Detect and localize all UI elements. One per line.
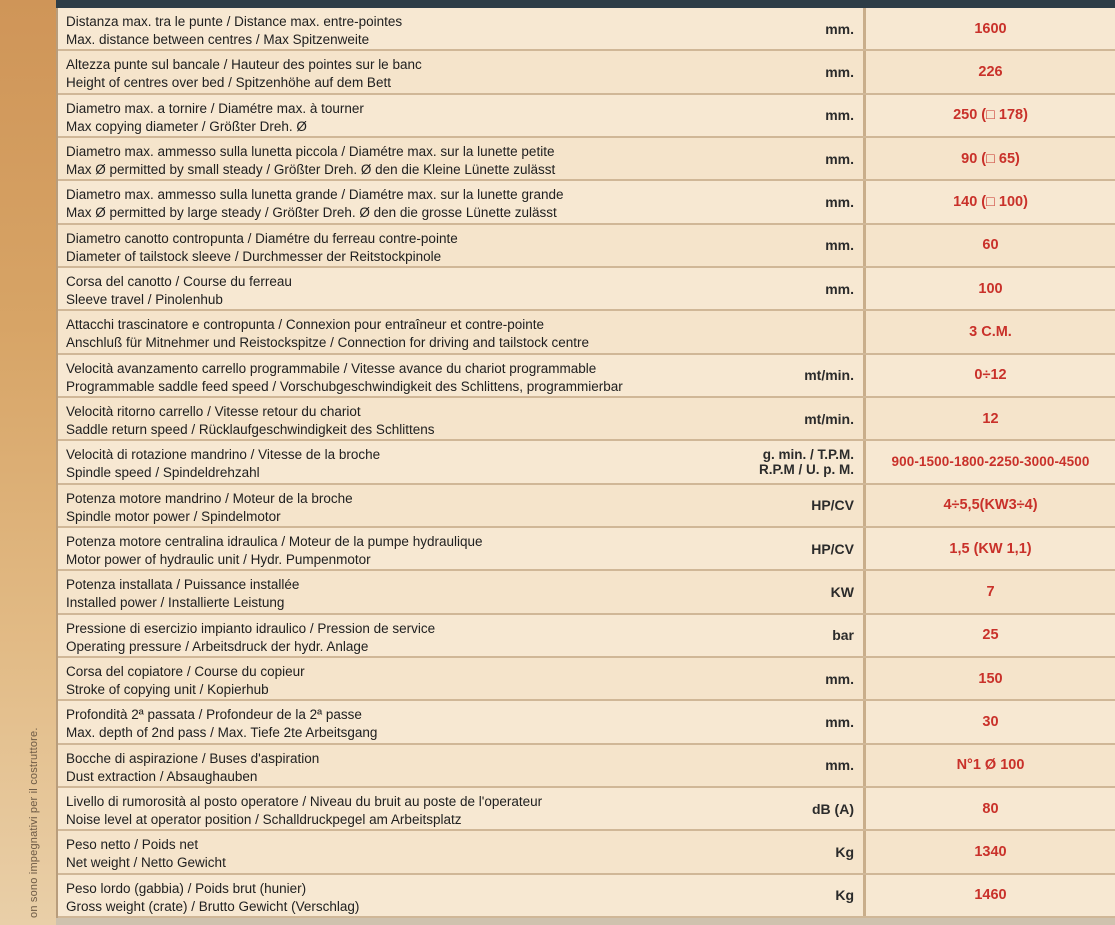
spec-description-line2: Spindle motor power / Spindelmotor — [66, 508, 281, 524]
spec-unit: mm. — [678, 225, 866, 266]
spec-row — [58, 701, 1115, 744]
spec-description-line1: Livello di rumorosità al posto operatore / Niveau du bruit au poste de l'operateur — [66, 793, 543, 809]
spec-description — [58, 311, 678, 352]
spec-description-line1: Potenza installata / Puissance installée — [66, 577, 300, 593]
spec-unit: mm. — [678, 95, 866, 136]
spec-value: 60 — [982, 237, 999, 254]
spec-unit: HP/CV — [678, 528, 866, 569]
spec-value: 100 — [978, 280, 1003, 297]
spec-description-line1: Bocche di aspirazione / Buses d'aspiration — [66, 750, 320, 766]
spec-row — [58, 875, 1115, 918]
spec-description — [58, 528, 678, 569]
spec-description — [58, 875, 678, 916]
spec-unit: HP/CV — [678, 485, 866, 526]
spec-row — [58, 95, 1115, 138]
spec-description-line2: Noise level at operator position / Schalldruckpegel am Arbeitsplatz — [66, 811, 462, 827]
spec-unit: bar — [678, 615, 866, 656]
spec-value: 250 (□ 178) — [953, 107, 1028, 124]
spec-description-line2: Spindle speed / Spindeldrehzahl — [66, 465, 260, 481]
spec-unit: Kg — [678, 831, 866, 872]
spec-description-line2: Max Ø permitted by large steady / Größter Dreh. Ø den die grosse Lünette zulässt — [66, 205, 557, 221]
spec-value: 12 — [982, 410, 999, 427]
spec-value: 1,5 (KW 1,1) — [949, 540, 1032, 557]
spec-description-line2: Installed power / Installierte Leistung — [66, 595, 285, 611]
spec-unit: mm. — [678, 8, 866, 49]
spec-value: 90 (□ 65) — [961, 150, 1020, 167]
spec-description — [58, 441, 678, 482]
spec-value: 140 (□ 100) — [953, 193, 1028, 210]
spec-unit: mm. — [678, 701, 866, 742]
spec-row — [58, 528, 1115, 571]
spec-description-line2: Max copying diameter / Größter Dreh. Ø — [66, 118, 307, 134]
spec-row — [58, 268, 1115, 311]
spec-value: 1340 — [974, 843, 1007, 860]
spec-description — [58, 658, 678, 699]
spec-description-line2: Gross weight (crate) / Brutto Gewicht (Verschlag) — [66, 898, 360, 914]
spec-row — [58, 485, 1115, 528]
spec-unit: mm. — [678, 658, 866, 699]
spec-unit: dB (A) — [678, 788, 866, 829]
spec-description — [58, 571, 678, 612]
spec-description-line2: Diameter of tailstock sleeve / Durchmesser der Reitstockpinole — [66, 248, 442, 264]
top-bar — [56, 0, 1115, 8]
spec-value: 226 — [978, 63, 1003, 80]
spec-description — [58, 268, 678, 309]
spec-unit — [678, 311, 866, 352]
spec-unit: mm. — [678, 138, 866, 179]
spec-description — [58, 831, 678, 872]
spec-row — [58, 615, 1115, 658]
spec-row — [58, 571, 1115, 614]
spec-description-line2: Programmable saddle feed speed / Vorschubgeschwindigkeit des Schlittens, programmierbar — [66, 378, 623, 394]
spec-description — [58, 138, 678, 179]
spec-row — [58, 51, 1115, 94]
spec-row — [58, 8, 1115, 51]
spec-description — [58, 398, 678, 439]
spec-value: N°1 Ø 100 — [956, 757, 1025, 774]
spec-description — [58, 615, 678, 656]
spec-description — [58, 701, 678, 742]
spec-description-line1: Diametro max. a tornire / Diamétre max. à tourner — [66, 100, 364, 116]
spec-unit-line: R.P.M / U. p. M. — [758, 461, 854, 477]
spec-row — [58, 311, 1115, 354]
spec-description-line1: Potenza motore mandrino / Moteur de la broche — [66, 490, 353, 506]
spec-value: 30 — [982, 713, 999, 730]
spec-unit — [678, 441, 866, 482]
spec-value: 1600 — [974, 20, 1007, 37]
spec-value: 3 C.M. — [969, 323, 1012, 340]
spec-description-line1: Velocità avanzamento carrello programmabile / Vitesse avance du chariot programmable — [66, 360, 597, 376]
spec-row — [58, 745, 1115, 788]
spec-description-line1: Velocità di rotazione mandrino / Vitesse de la broche — [66, 447, 381, 463]
spec-unit: mm. — [678, 268, 866, 309]
spec-description-line2: Dust extraction / Absaughauben — [66, 768, 258, 784]
spec-description — [58, 745, 678, 786]
spec-row — [58, 398, 1115, 441]
spec-row — [58, 441, 1115, 484]
spec-description-line1: Diametro max. ammesso sulla lunetta grande / Diamétre max. sur la lunette grande — [66, 187, 564, 203]
spec-unit: mm. — [678, 181, 866, 222]
spec-row — [58, 181, 1115, 224]
spec-description-line2: Net weight / Netto Gewicht — [66, 855, 226, 871]
spec-description-line2: Max. distance between centres / Max Spitzenweite — [66, 32, 370, 47]
spec-description-line1: Distanza max. tra le punte / Distance max. entre-pointes — [66, 14, 403, 29]
spec-description-line1: Altezza punte sul bancale / Hauteur des pointes sur le banc — [66, 57, 422, 73]
spec-description-line1: Velocità ritorno carrello / Vitesse retour du chariot — [66, 403, 361, 419]
spec-description-line1: Attacchi trascinatore e contropunta / Connexion pour entraîneur et contre-pointe — [66, 317, 545, 333]
spec-description-line1: Pressione di esercizio impianto idraulico / Pression de service — [66, 620, 436, 636]
spec-value: 7 — [986, 583, 995, 600]
bottom-edge — [56, 918, 1115, 925]
spec-description-line2: Height of centres over bed / Spitzenhöhe auf dem Bett — [66, 75, 391, 91]
spec-unit: mt/min. — [678, 398, 866, 439]
spec-description-line2: Anschluß für Mitnehmer und Reistockspitze / Connection for driving and tailstock centre — [66, 335, 589, 351]
spec-row — [58, 788, 1115, 831]
spec-description-line2: Max Ø permitted by small steady / Größter Dreh. Ø den die Kleine Lünette zulässt — [66, 161, 556, 177]
left-margin-strip — [0, 0, 56, 925]
spec-row — [58, 658, 1115, 701]
spec-unit: mm. — [678, 745, 866, 786]
spec-row — [58, 831, 1115, 874]
spec-description — [58, 95, 678, 136]
spec-description-line1: Diametro max. ammesso sulla lunetta piccola / Diamétre max. sur la lunette petite — [66, 143, 555, 159]
side-note: on sono impegnativi per il costruttore. — [28, 727, 40, 918]
spec-description — [58, 51, 678, 92]
spec-description-line1: Corsa del copiatore / Course du copieur — [66, 663, 305, 679]
spec-value: 80 — [982, 800, 999, 817]
spec-description-line2: Operating pressure / Arbeitsdruck der hydr. Anlage — [66, 638, 369, 654]
spec-unit: Kg — [678, 875, 866, 916]
spec-value: 150 — [978, 670, 1003, 687]
spec-unit: mt/min. — [678, 355, 866, 396]
spec-description-line2: Max. depth of 2nd pass / Max. Tiefe 2te Arbeitsgang — [66, 725, 378, 741]
spec-description-line1: Corsa del canotto / Course du ferreau — [66, 273, 292, 289]
spec-value: 900-1500-1800-2250-3000-4500 — [891, 454, 1090, 470]
spec-value: 4÷5,5(KW3÷4) — [943, 497, 1038, 514]
spec-description-line2: Saddle return speed / Rücklaufgeschwindigkeit des Schlittens — [66, 421, 435, 437]
spec-description — [58, 355, 678, 396]
spec-description-line1: Diametro canotto contropunta / Diamétre du ferreau contre-pointe — [66, 230, 458, 246]
spec-row — [58, 355, 1115, 398]
spec-description — [58, 788, 678, 829]
spec-description-line2: Motor power of hydraulic unit / Hydr. Pumpenmotor — [66, 551, 371, 567]
spec-description-line1: Peso lordo (gabbia) / Poids brut (hunier) — [66, 880, 307, 896]
spec-unit: mm. — [678, 51, 866, 92]
spec-description-line1: Potenza motore centralina idraulica / Moteur de la pumpe hydraulique — [66, 533, 483, 549]
spec-description-line1: Peso netto / Poids net — [66, 837, 199, 853]
spec-description — [58, 225, 678, 266]
spec-unit-line: g. min. / T.P.M. — [762, 446, 854, 462]
spec-description-line2: Sleeve travel / Pinolenhub — [66, 291, 223, 307]
spec-description — [58, 8, 678, 49]
spec-row — [58, 225, 1115, 268]
spec-row — [58, 138, 1115, 181]
spec-description — [58, 485, 678, 526]
spec-description-line2: Stroke of copying unit / Kopierhub — [66, 681, 269, 697]
spec-description-line1: Profondità 2ª passata / Profondeur de la 2ª passe — [66, 707, 362, 723]
spec-value: 1460 — [974, 887, 1007, 904]
spec-value: 25 — [982, 627, 999, 644]
spec-table — [56, 8, 1115, 918]
spec-value: 0÷12 — [974, 367, 1007, 384]
spec-unit: KW — [678, 571, 866, 612]
spec-description — [58, 181, 678, 222]
